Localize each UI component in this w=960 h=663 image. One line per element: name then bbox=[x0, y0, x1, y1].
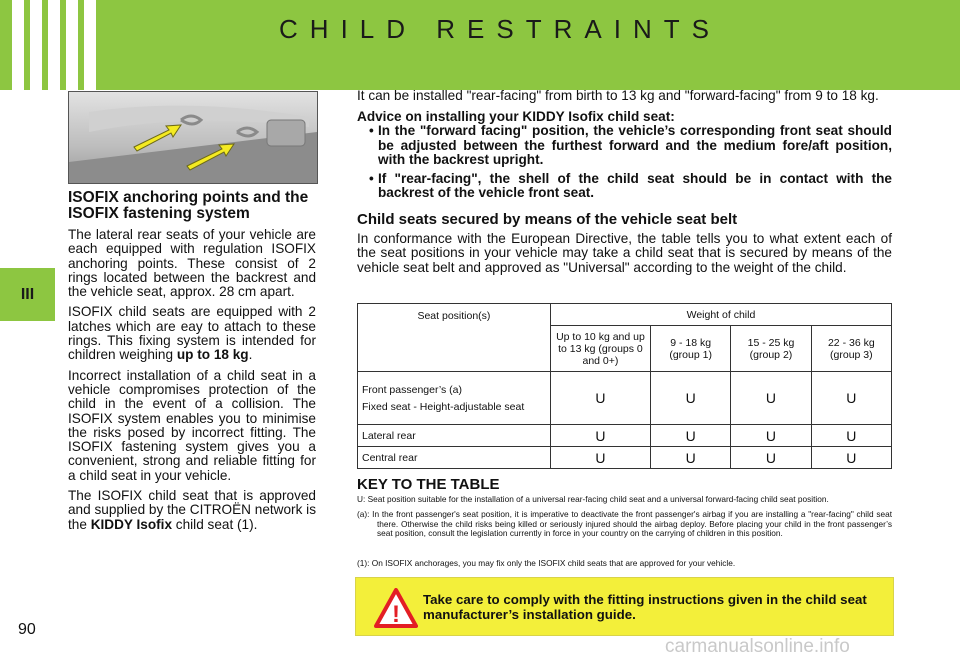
table-cell: U bbox=[811, 447, 891, 469]
table-cell: U bbox=[650, 447, 730, 469]
header-stripe bbox=[66, 0, 78, 90]
isofix-paragraph-2: ISOFIX child seats are equipped with 2 latches which are eay to attach to these rings. This fixing system is intended for children weighing up to 18 kg. bbox=[68, 304, 316, 363]
isofix-heading: ISOFIX anchoring points and the ISOFIX fastening system bbox=[68, 189, 309, 222]
advice-title: Advice on installing your KIDDY Isofix child seat: bbox=[357, 108, 675, 124]
key-u: U: Seat position suitable for the installation of a universal rear-facing child seat and a universal forward-facing child seat position. bbox=[357, 494, 829, 504]
table-group-header: 15 - 25 kg (group 2) bbox=[731, 326, 811, 372]
table-cell: U bbox=[550, 372, 650, 425]
key-note-1: (1): On ISOFIX anchorages, you may fix only the ISOFIX child seats that are approved for your vehicle. bbox=[357, 558, 736, 568]
right-column bbox=[357, 89, 892, 275]
header-stripe bbox=[84, 0, 96, 90]
key-a: (a): In the front passenger's seat position, it is imperative to deactivate the front passenger's airbag if you are installing a "rear-facing" child seat there. Otherwise the child risks being killed or seriously injured should the airbag deploy. Before placing your child in the front passenger’s seat position, consult the legislation currently in force in your country on the carrying of children in this position. bbox=[357, 509, 892, 538]
table-group-header: Up to 10 kg and up to 13 kg (groups 0 and 0+) bbox=[550, 326, 650, 372]
bullet-marker: • bbox=[369, 170, 374, 186]
warning-icon bbox=[374, 588, 418, 628]
header-stripe bbox=[12, 0, 24, 90]
page-number: 90 bbox=[18, 621, 36, 638]
isofix-anchor-photo bbox=[68, 91, 318, 184]
table-row bbox=[358, 372, 892, 425]
warning-text: Take care to comply with the fitting instructions given in the child seat manufacturer’s installation guide. bbox=[423, 592, 867, 622]
isofix-paragraph-4: The ISOFIX child seat that is approved and supplied by the CITROËN network is the KIDDY Isofix child seat (1). bbox=[68, 488, 316, 532]
table-cell: U bbox=[650, 372, 730, 425]
table-cell: U bbox=[811, 372, 891, 425]
table-cell: U bbox=[731, 372, 811, 425]
table-row-label: Front passenger’s (a) Fixed seat - Height-adjustable seat bbox=[358, 372, 551, 425]
table-group-header: 22 - 36 kg (group 3) bbox=[811, 326, 891, 372]
header-banner bbox=[0, 0, 960, 90]
seat-belt-heading: Child seats secured by means of the vehicle seat belt bbox=[357, 210, 738, 228]
bullet-marker: • bbox=[369, 123, 374, 138]
table-header-weight: Weight of child bbox=[550, 304, 891, 326]
svg-text:!: ! bbox=[392, 601, 400, 628]
table-row-label: Central rear bbox=[358, 447, 551, 469]
page-title: CHILD RESTRAINTS bbox=[279, 14, 721, 44]
seat-belt-paragraph: In conformance with the European Directive, the table tells you to what extent each of the seat positions in your vehicle may take a child seat that is secured by means of the vehicle seat belt and approved as "Universal" according to the weight of the child. bbox=[357, 230, 892, 275]
left-column bbox=[68, 190, 316, 538]
isofix-paragraph-1: The lateral rear seats of your vehicle are each equipped with regulation ISOFIX anchoring points. These consist of 2 rings located between the backrest and the vehicle seat, approx. 28 cm apart. bbox=[68, 227, 316, 300]
isofix-photo-illustration bbox=[69, 92, 317, 183]
installation-intro: It can be installed "rear-facing" from birth to 13 kg and "forward-facing" from 9 to 18 kg. bbox=[357, 88, 879, 103]
advice-bullet: • If "rear-facing", the shell of the child seat should be in contact with the backrest of the vehicle front seat. bbox=[369, 170, 892, 200]
key-heading: KEY TO THE TABLE bbox=[357, 476, 500, 493]
table-row-label: Lateral rear bbox=[358, 425, 551, 447]
table-group-header: 9 - 18 kg (group 1) bbox=[650, 326, 730, 372]
section-tab: III bbox=[0, 268, 55, 321]
header-stripe bbox=[30, 0, 42, 90]
isofix-paragraph-3: Incorrect installation of a child seat in a vehicle compromises protection of the child in the event of a collision. The ISOFIX system enables you to minimise the risks posed by incorrect fitting. The ISOFIX fastening system gives you a convenient, strong and reliable fitting for a child seat in your vehicle. bbox=[68, 367, 316, 483]
child-seat-table bbox=[357, 303, 892, 469]
table-cell: U bbox=[550, 425, 650, 447]
table-row bbox=[358, 447, 892, 469]
table-cell: U bbox=[811, 425, 891, 447]
table-row bbox=[358, 425, 892, 447]
table-cell: U bbox=[731, 447, 811, 469]
watermark: carmanualsonline.info bbox=[665, 636, 850, 657]
table-cell: U bbox=[550, 447, 650, 469]
advice-bullet: • In the "forward facing" position, the vehicle’s corresponding front seat should be adjusted between the furthest forward and the medium fore/aft position, with the backrest upright. bbox=[369, 123, 892, 167]
header-stripe bbox=[48, 0, 60, 90]
table-header-seat: Seat position(s) bbox=[358, 304, 551, 372]
table-cell: U bbox=[731, 425, 811, 447]
table-cell: U bbox=[650, 425, 730, 447]
